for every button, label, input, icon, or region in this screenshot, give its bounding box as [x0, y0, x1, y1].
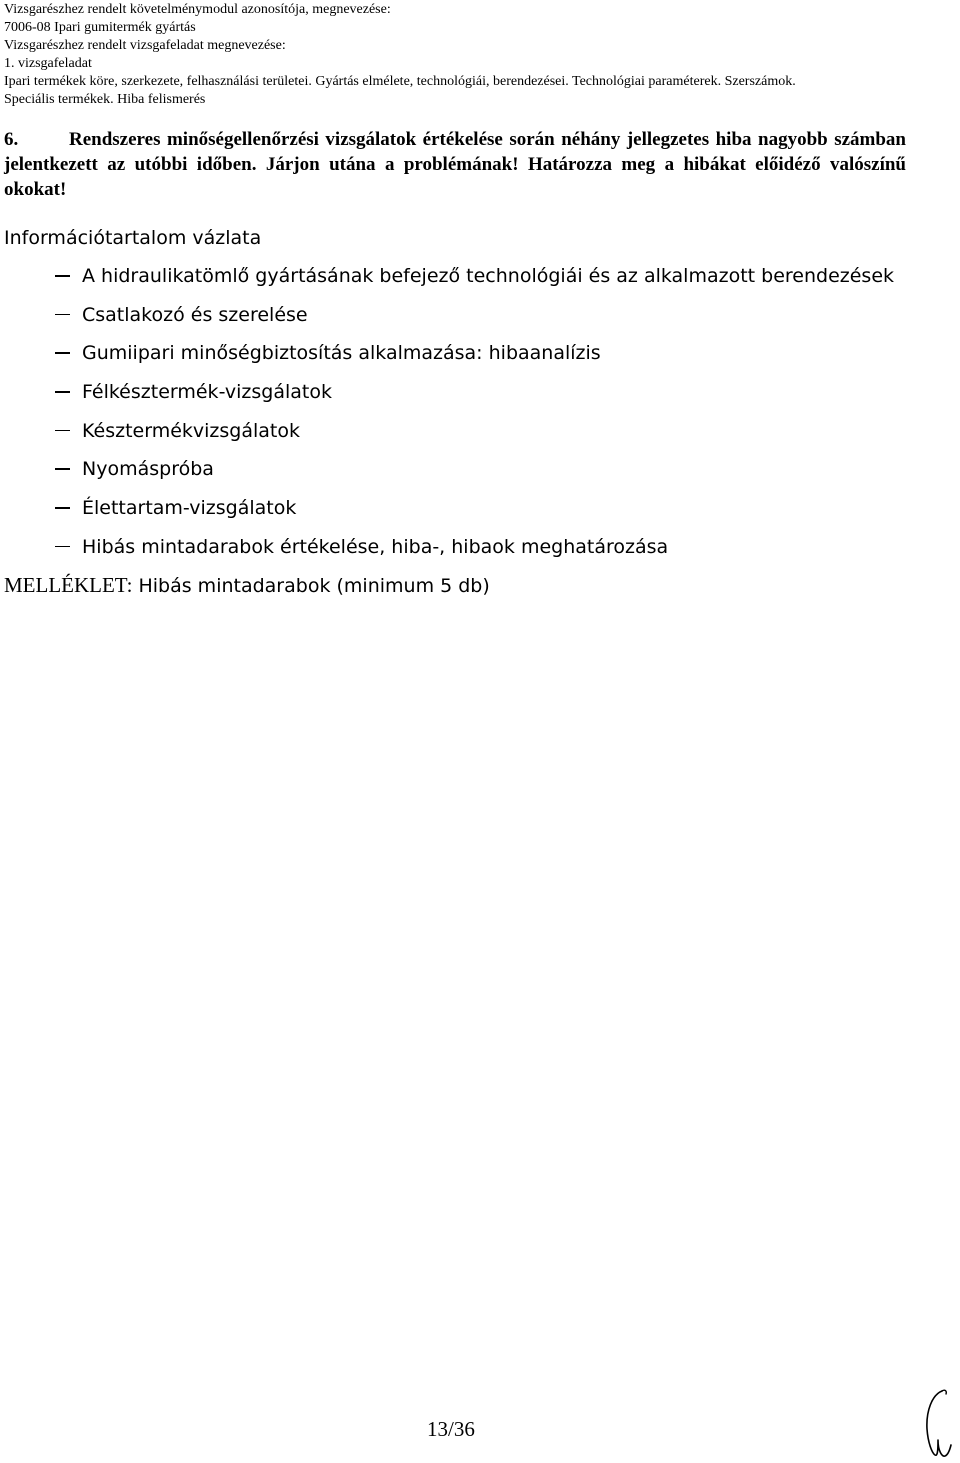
- list-item: Félkésztermék-vizsgálatok: [0, 380, 960, 419]
- dash-bullet-icon: [55, 352, 70, 354]
- header-line-module-name: 7006-08 Ipari gumitermék gyártás: [4, 20, 196, 35]
- dash-bullet-icon: [55, 275, 70, 277]
- dash-bullet-icon: [55, 468, 70, 470]
- appendix-label: MELLÉKLET: [4, 573, 127, 597]
- document-header: [4, 1, 944, 109]
- list-item: Élettartam-vizsgálatok: [0, 496, 960, 535]
- task-statement: [4, 127, 906, 202]
- header-line-topics-cont: Speciális termékek. Hiba felismerés: [4, 92, 206, 107]
- signature-icon: [918, 1385, 958, 1460]
- header-line-task-number: 1. vizsgafeladat: [4, 56, 92, 71]
- list-item: Hibás mintadarabok értékelése, hiba-, hibaok meghatározása: [0, 535, 960, 574]
- list-item: Késztermékvizsgálatok: [0, 419, 960, 458]
- dash-bullet-icon: [55, 314, 70, 316]
- header-line-module-label: Vizsgarészhez rendelt követelménymodul azonosítója, megnevezése:: [4, 2, 391, 17]
- appendix-line: [4, 572, 490, 599]
- dash-bullet-icon: [55, 430, 70, 432]
- list-item: Csatlakozó és szerelése: [0, 303, 960, 342]
- appendix-text: Hibás mintadarabok (minimum 5 db): [132, 575, 490, 597]
- info-outline-list: [0, 264, 960, 574]
- header-line-topics: Ipari termékek köre, szerkezete, felhasználási területei. Gyártás elmélete, technológiái, berendezései. Technológiai paraméterek. Szerszámok.: [4, 74, 796, 89]
- info-outline-heading: Információtartalom vázlata: [4, 227, 262, 249]
- list-item: Gumiipari minőségbiztosítás alkalmazása: hibaanalízis: [0, 341, 960, 380]
- list-item: Nyomáspróba: [0, 457, 960, 496]
- appendix-separator: :: [126, 573, 133, 597]
- task-text: Rendszeres minőségellenőrzési vizsgálatok értékelése során néhány jellegzetes hiba nagyobb számban jelentkezett az utóbbi időben. Járjon utána a problémának! Határozza meg a hibákat előidéző valószínű okokat!: [4, 129, 906, 200]
- dash-bullet-icon: [55, 507, 70, 509]
- page-number: 13/36: [427, 1417, 475, 1441]
- header-line-task-label: Vizsgarészhez rendelt vizsgafeladat megnevezése:: [4, 38, 286, 53]
- dash-bullet-icon: [55, 546, 70, 548]
- dash-bullet-icon: [55, 391, 70, 393]
- task-number: 6.: [4, 129, 19, 150]
- list-item: A hidraulikatömlő gyártásának befejező technológiái és az alkalmazott berendezések: [0, 264, 960, 303]
